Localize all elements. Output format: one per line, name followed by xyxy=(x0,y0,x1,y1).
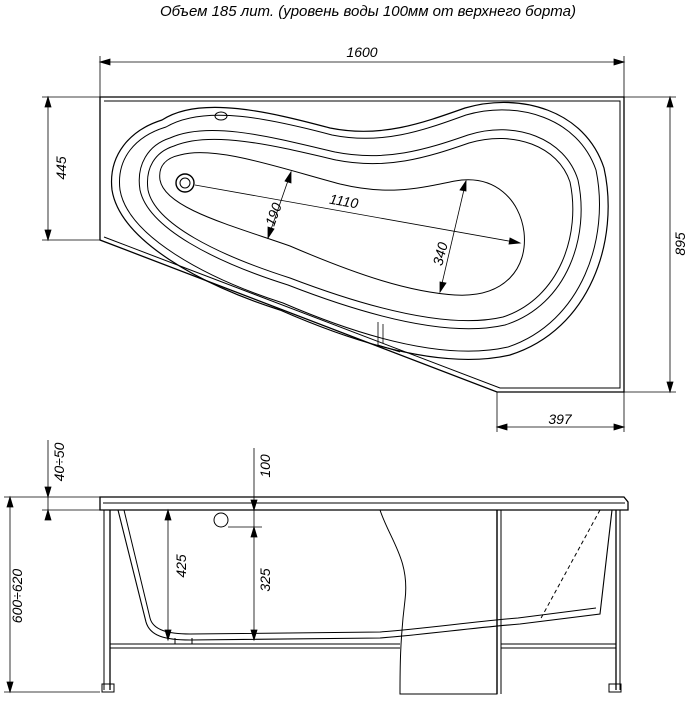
height-dimension-label: 600÷620 xyxy=(9,568,25,624)
narrow-width-dimension-label: 190 xyxy=(261,200,285,229)
bowl-outer-contour xyxy=(112,102,609,359)
corner-cut-dimension-label: 397 xyxy=(548,411,572,427)
top-view-dimensions xyxy=(42,56,676,432)
bowl-inner-bottom xyxy=(160,153,525,296)
water-depth-dimension-label: 325 xyxy=(257,568,273,592)
top-view-outline xyxy=(100,97,624,392)
water-gap-dimension-label: 100 xyxy=(257,454,273,478)
depth-dimension-label: 895 xyxy=(672,232,688,256)
drain-icon xyxy=(176,174,194,192)
inner-length-dimension-label: 1110 xyxy=(328,190,360,212)
left-depth-dimension-label: 445 xyxy=(53,156,69,180)
wide-width-dimension-label: 340 xyxy=(429,240,451,268)
top-view xyxy=(100,97,624,392)
front-apron xyxy=(380,510,497,694)
bowl-middle-contour-2 xyxy=(147,139,572,321)
side-view-dimensions xyxy=(4,440,262,692)
top-view-rim-line xyxy=(104,101,620,388)
bowl-middle-contour xyxy=(139,130,581,329)
depth-dimension-label-side: 425 xyxy=(173,554,189,578)
side-view xyxy=(100,497,628,694)
side-view-body xyxy=(118,510,612,640)
volume-title: Объем 185 лит. (уровень воды 100мм от верхнего борта) xyxy=(160,3,576,20)
side-overflow-icon xyxy=(214,513,228,527)
width-dimension-label: 1600 xyxy=(346,44,378,60)
rim-dimension-label: 40÷50 xyxy=(51,442,67,482)
overflow-icon xyxy=(215,112,227,120)
